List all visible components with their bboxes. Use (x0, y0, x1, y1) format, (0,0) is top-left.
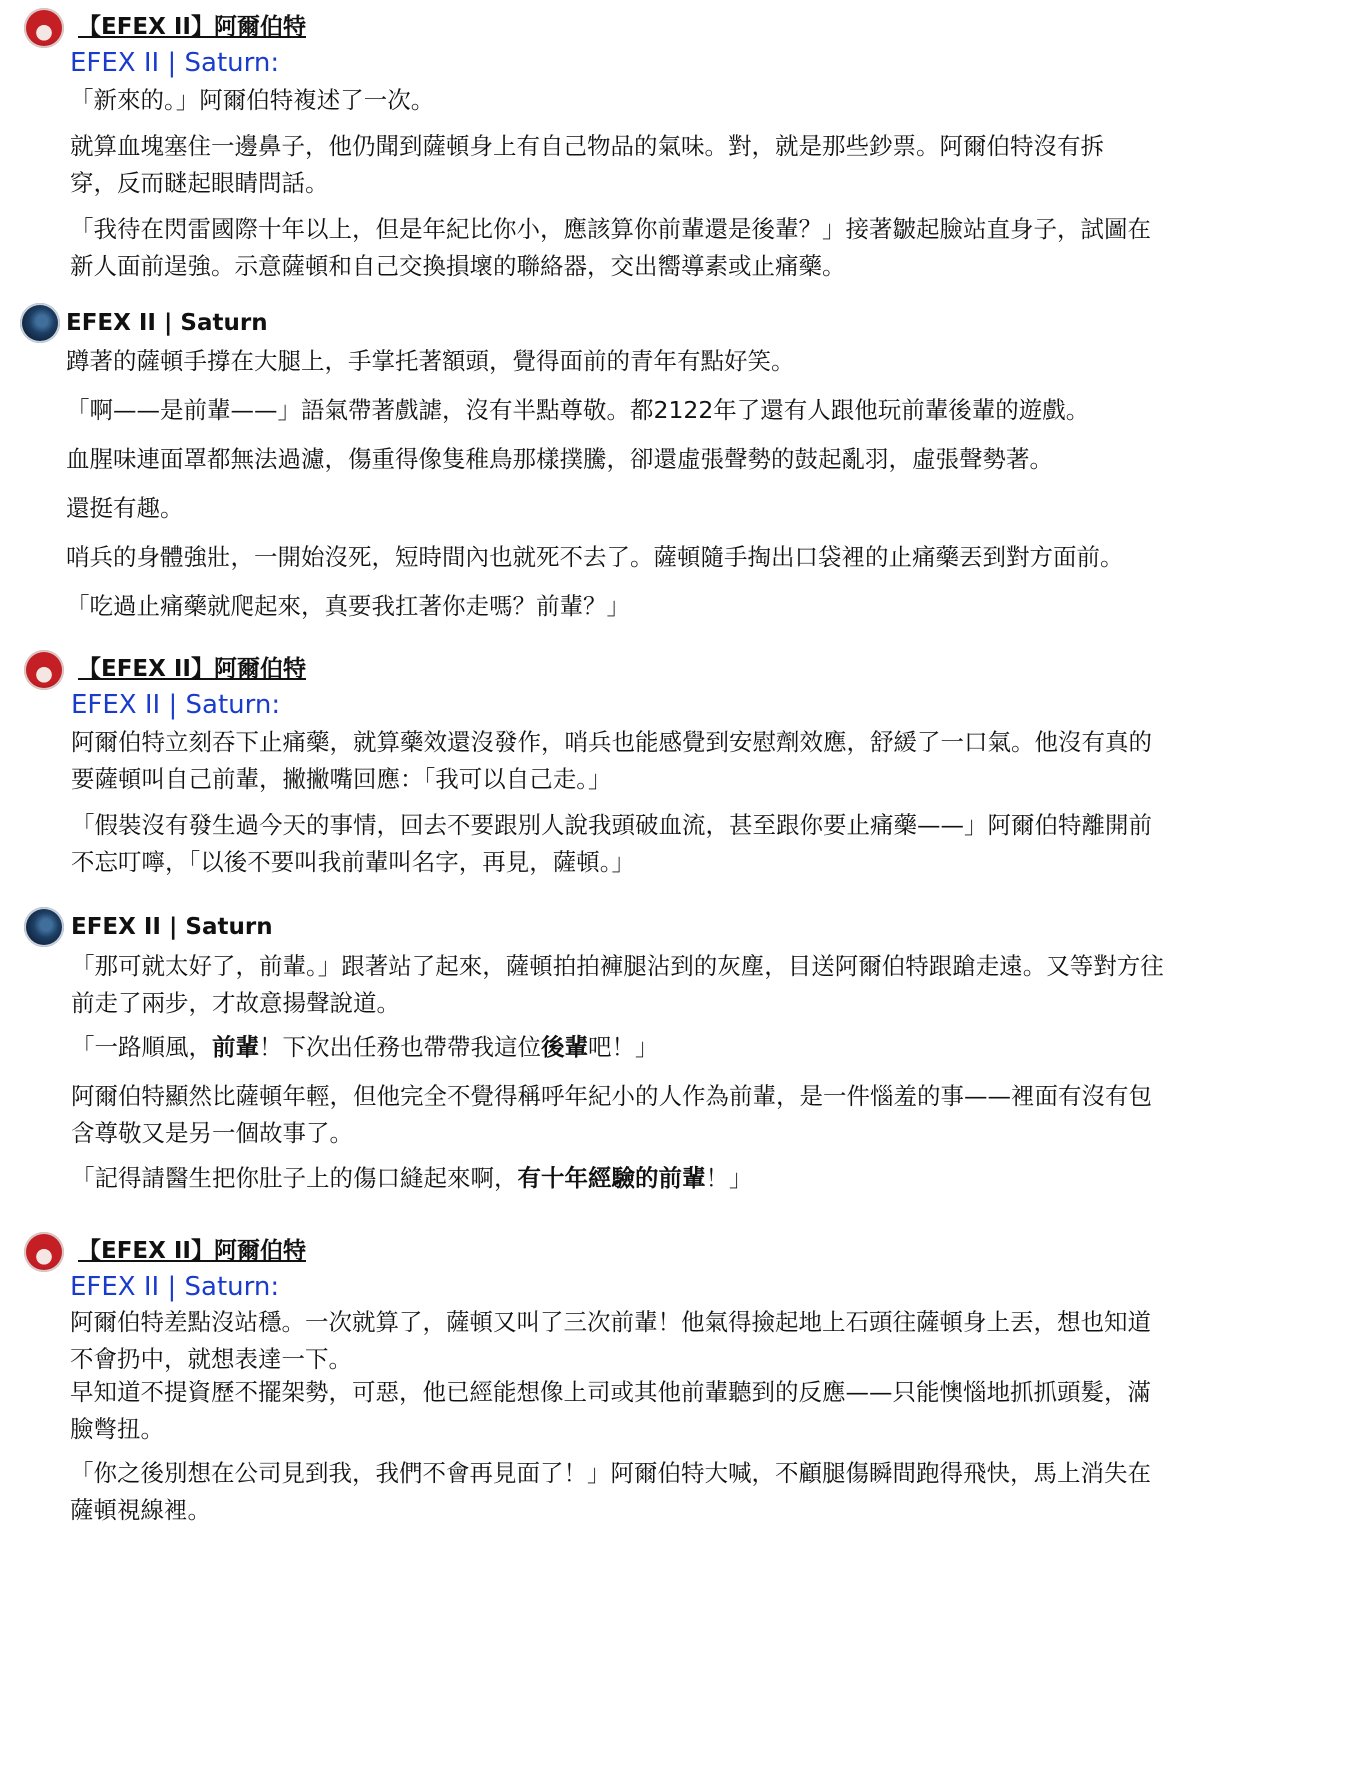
reply-reference[interactable]: EFEX II | Saturn: (70, 1272, 280, 1302)
emphasis-text: 後輩 (541, 1033, 588, 1061)
message-paragraph: 阿爾伯特差點沒站穩。一次就算了，薩頓又叫了三次前輩！他氣得撿起地上石頭往薩頓身上丟，想也知道不會扔中，就想表達一下。 (70, 1308, 1151, 1373)
message-paragraph: 「新來的。」阿爾伯特複述了一次。 (70, 86, 435, 114)
message-paragraph: 「你之後別想在公司見到我，我們不會再見面了！」阿爾伯特大喊，不顧腿傷瞬間跑得飛快，馬上消失在薩頓視線裡。 (70, 1459, 1151, 1524)
paragraph-text: ！」 (705, 1164, 753, 1192)
paragraph-text: 「一路順風， (71, 1033, 212, 1061)
author-name[interactable]: 【EFEX II】阿爾伯特 (78, 656, 306, 682)
message-paragraph: 「啊——是前輩——」語氣帶著戲謔，沒有半點尊敬。都2122年了還有人跟他玩前輩後輩的遊戲。 (66, 396, 1090, 424)
avatar[interactable] (24, 8, 64, 48)
reply-reference[interactable]: EFEX II | Saturn: (70, 48, 280, 78)
reply-reference[interactable]: EFEX II | Saturn: (71, 690, 281, 720)
message-paragraph: 「假裝沒有發生過今天的事情，回去不要跟別人說我頭破血流，甚至跟你要止痛藥——」阿爾伯特離開前不忘叮嚀，「以後不要叫我前輩叫名字，再見，薩頓。」 (71, 811, 1152, 876)
message-paragraph: 阿爾伯特立刻吞下止痛藥，就算藥效還沒發作，哨兵也能感覺到安慰劑效應，舒緩了一口氣。他沒有真的要薩頓叫自己前輩，撇撇嘴回應：「我可以自己走。」 (71, 728, 1152, 793)
paragraph-text: 「記得請醫生把你肚子上的傷口縫起來啊， (71, 1164, 518, 1192)
message-paragraph: 哨兵的身體強壯，一開始沒死，短時間內也就死不去了。薩頓隨手掏出口袋裡的止痛藥丟到對方面前。 (66, 543, 1124, 571)
message-paragraph: 「我待在閃雷國際十年以上，但是年紀比你小，應該算你前輩還是後輩？」接著皺起臉站直身子，試圖在新人面前逞強。示意薩頓和自己交換損壞的聯絡器，交出嚮導素或止痛藥。 (70, 215, 1151, 280)
author-name[interactable]: EFEX II | Saturn (71, 914, 273, 940)
emphasis-text: 前輩 (212, 1033, 259, 1061)
avatar[interactable] (24, 1232, 64, 1272)
avatar[interactable] (24, 907, 64, 947)
message-paragraph: 「吃過止痛藥就爬起來，真要我扛著你走嗎？前輩？」 (66, 592, 630, 620)
message-paragraph (71, 1160, 1346, 1197)
message-paragraph: 還挺有趣。 (66, 494, 184, 522)
author-name[interactable]: 【EFEX II】阿爾伯特 (78, 14, 306, 40)
emphasis-text: 有十年經驗的前輩 (517, 1164, 706, 1192)
message-paragraph: 阿爾伯特顯然比薩頓年輕，但他完全不覺得稱呼年紀小的人作為前輩，是一件惱羞的事——裡面有沒有包含尊敬又是另一個故事了。 (71, 1082, 1152, 1147)
message-paragraph: 就算血塊塞住一邊鼻子，他仍聞到薩頓身上有自己物品的氣味。對，就是那些鈔票。阿爾伯特沒有拆穿，反而瞇起眼睛問話。 (70, 132, 1104, 197)
author-name[interactable]: 【EFEX II】阿爾伯特 (78, 1238, 306, 1264)
message-paragraph (71, 1029, 1346, 1066)
message-paragraph: 「那可就太好了，前輩。」跟著站了起來，薩頓拍拍褲腿沾到的灰塵，目送阿爾伯特跟蹌走遠。又等對方往前走了兩步，才故意揚聲說道。 (71, 952, 1164, 1017)
avatar[interactable] (24, 650, 64, 690)
message-paragraph: 早知道不提資歷不擺架勢，可惡，他已經能想像上司或其他前輩聽到的反應——只能懊惱地抓抓頭髮，滿臉彆扭。 (70, 1378, 1151, 1443)
message-paragraph: 蹲著的薩頓手撐在大腿上，手掌托著額頭，覺得面前的青年有點好笑。 (66, 347, 795, 375)
message-paragraph: 血腥味連面罩都無法過濾，傷重得像隻稚鳥那樣撲騰，卻還虛張聲勢的鼓起亂羽，虛張聲勢著。 (66, 445, 1053, 473)
paragraph-text: ！下次出任務也帶帶我這位 (259, 1033, 541, 1061)
author-name[interactable]: EFEX II | Saturn (66, 310, 268, 336)
avatar[interactable] (20, 303, 60, 343)
paragraph-text: 吧！」 (588, 1033, 659, 1061)
